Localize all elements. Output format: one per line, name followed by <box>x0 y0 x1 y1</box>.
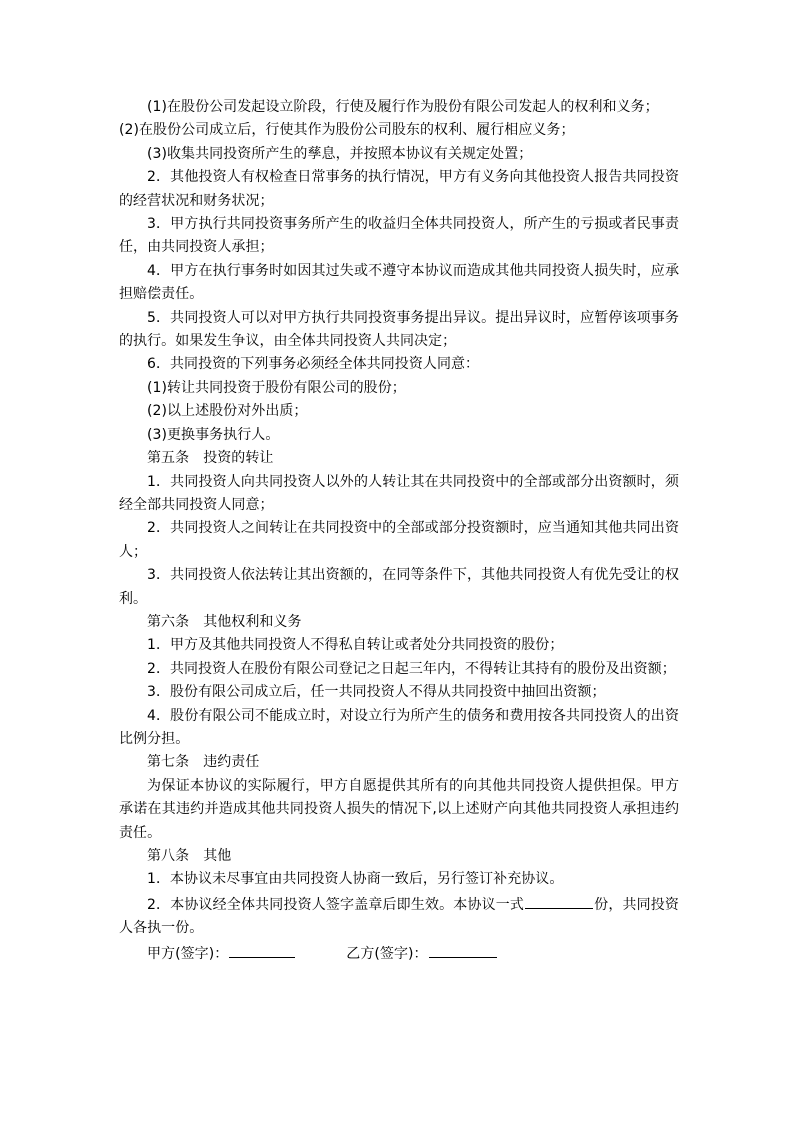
final-clause <box>119 892 679 941</box>
paragraph-17: 3．股份有限公司成立后，任一共同投资人不得从共同投资中抽回出资额； <box>147 684 606 701</box>
party-a-signature-blank[interactable] <box>229 941 295 958</box>
paragraph-6: 4．甲方在执行事务时如因其过失或不遵守本协议而造成其他共同投资人损失时，应承担赔偿责任。 <box>119 262 679 303</box>
paragraph-12: 1．共同投资人向共同投资人以外的人转让其在共同投资中的全部或部分出资额时，须经全部共同投资人同意； <box>119 473 679 513</box>
paragraph-1: (1)在股份公司发起设立阶段，行使及履行作为股份有限公司发起人的权利和义务； <box>147 99 659 115</box>
paragraph-13: 2．共同投资人之间转让在共同投资中的全部或部分投资额时，应当通知其他共同出资人； <box>119 520 679 560</box>
paragraph-4: 2．其他投资人有权检查日常事务的执行情况，甲方有义务向其他投资人报告共同投资的经营状况和财务状况； <box>119 169 679 209</box>
article-7-heading: 第七条 违约责任 <box>147 754 260 771</box>
article-8-heading: 第八条 其他 <box>147 848 232 864</box>
paragraph-14: 3．共同投资人依法转让其出资额的，在同等条件下，其他共同投资人有优先受让的权利。 <box>119 567 679 607</box>
signature-line <box>119 941 679 966</box>
paragraph-7: 5．共同投资人可以对甲方执行共同投资事务提出异议。提出异议时，应暂停该项事务的执行。如果发生争议，由全体共同投资人共同决定； <box>119 309 679 350</box>
paragraph-9: (1)转让共同投资于股份有限公司的股份； <box>147 379 406 396</box>
article-6-heading: 第六条 其他权利和义务 <box>147 613 302 630</box>
paragraph-19: 为保证本协议的实际履行，甲方自愿提供其所有的向其他共同投资人提供担保。甲方承诺在其违约并造成其他共同投资人损失的情况下,以上述财产向其他共同投资人承担违约责任。 <box>119 777 679 841</box>
paragraph-5: 3．甲方执行共同投资事务所产生的收益归全体共同投资人，所产生的亏损或者民事责任，由共同投资人承担； <box>119 216 679 256</box>
party-b-label: 乙方(签字)： <box>346 945 428 962</box>
paragraph-10: (2)以上述股份对外出质； <box>147 403 308 420</box>
paragraph-20: 1．本协议未尽事宜由共同投资人协商一致后，另行签订补充协议。 <box>147 871 564 888</box>
party-b-signature-blank[interactable] <box>429 941 497 958</box>
paragraph-2: (2)在股份公司成立后，行使其作为股份公司股东的权利、履行相应义务； <box>119 122 575 139</box>
paragraph-3: (3)收集共同投资所产生的孳息，并按照本协议有关规定处置； <box>147 145 533 162</box>
paragraph-15: 1．甲方及其他共同投资人不得私自转让或者处分共同投资的股份； <box>147 637 564 654</box>
final-clause-after: 份，共同投资人各执一份。 <box>119 896 679 937</box>
paragraph-16: 2．共同投资人在股份有限公司登记之日起三年内，不得转让其持有的股份及出资额； <box>147 660 676 677</box>
paragraph-8: 6．共同投资的下列事务必须经全体共同投资人同意： <box>147 356 480 373</box>
paragraph-18: 4．股份有限公司不能成立时，对设立行为所产生的债务和费用按各共同投资人的出资比例分担。 <box>119 707 679 747</box>
final-clause-before: 2．本协议经全体共同投资人签字盖章后即生效。本协议一式 <box>147 896 525 913</box>
paragraph-11: (3)更换事务执行人。 <box>147 426 280 443</box>
copies-blank[interactable] <box>525 892 593 909</box>
article-5-heading: 第五条 投资的转让 <box>147 450 274 467</box>
document-body <box>119 96 679 966</box>
party-a-label: 甲方(签字)： <box>147 945 229 962</box>
